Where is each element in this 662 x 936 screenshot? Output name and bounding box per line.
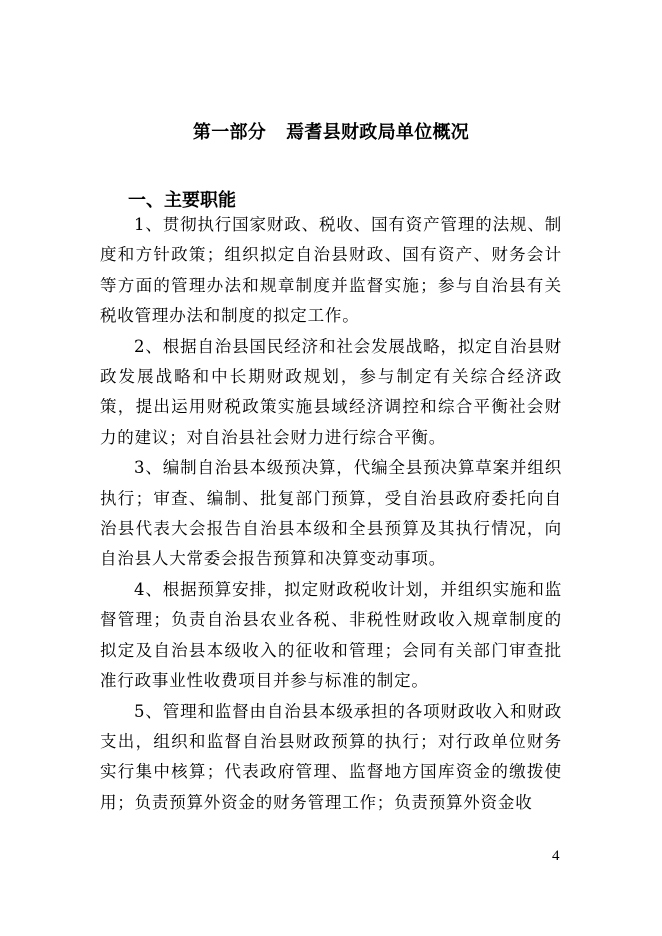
paragraph-1: 1、贯彻执行国家财政、税收、国有资产管理的法规、制度和方针政策；组织拟定自治县财政、国有资产、财务会计等方面的管理办法和规章制度并监督实施；参与自治县有关税收管理办法和制度的拟定工作。 [100,215,562,326]
paragraph-2: 2、根据自治县国民经济和社会发展战略，拟定自治县财政发展战略和中长期财政规划，参与制定有关综合经济政策，提出运用财税政策实施县域经济调控和综合平衡社会财力的建议；对自治县社会财力进行综合平衡。 [100,336,562,447]
title-name: 焉耆县财政局单位概况 [286,122,470,143]
body-text [100,210,562,818]
title-part: 第一部分 [192,122,267,143]
paragraph-4: 4、根据预算安排，拟定财政税收计划，并组织实施和监督管理；负责自治县农业各税、非税性财政收入规章制度的拟定及自治县本级收入的征收和管理；会同有关部门审查批准行政事业性收费项目并参与标准的制定。 [100,579,562,691]
paragraph-5: 5、管理和监督由自治县本级承担的各项财政收入和财政支出，组织和监督自治县财政预算的执行；对行政单位财务实行集中核算；代表政府管理、监督地方国库资金的缴拨使用；负责预算外资金的财务管理工作；负责预算外资金收 [100,701,562,812]
page-title [0,118,662,144]
paragraph-3: 3、编制自治县本级预决算，代编全县预决算草案并组织执行；审查、编制、批复部门预算，受自治县政府委托向自治县代表大会报告自治县本级和全县预算及其执行情况，向自治县人大常委会报告预算和决算变动事项。 [100,458,562,569]
page-number: 4 [552,848,560,864]
section-heading: 一、主要职能 [128,190,236,211]
